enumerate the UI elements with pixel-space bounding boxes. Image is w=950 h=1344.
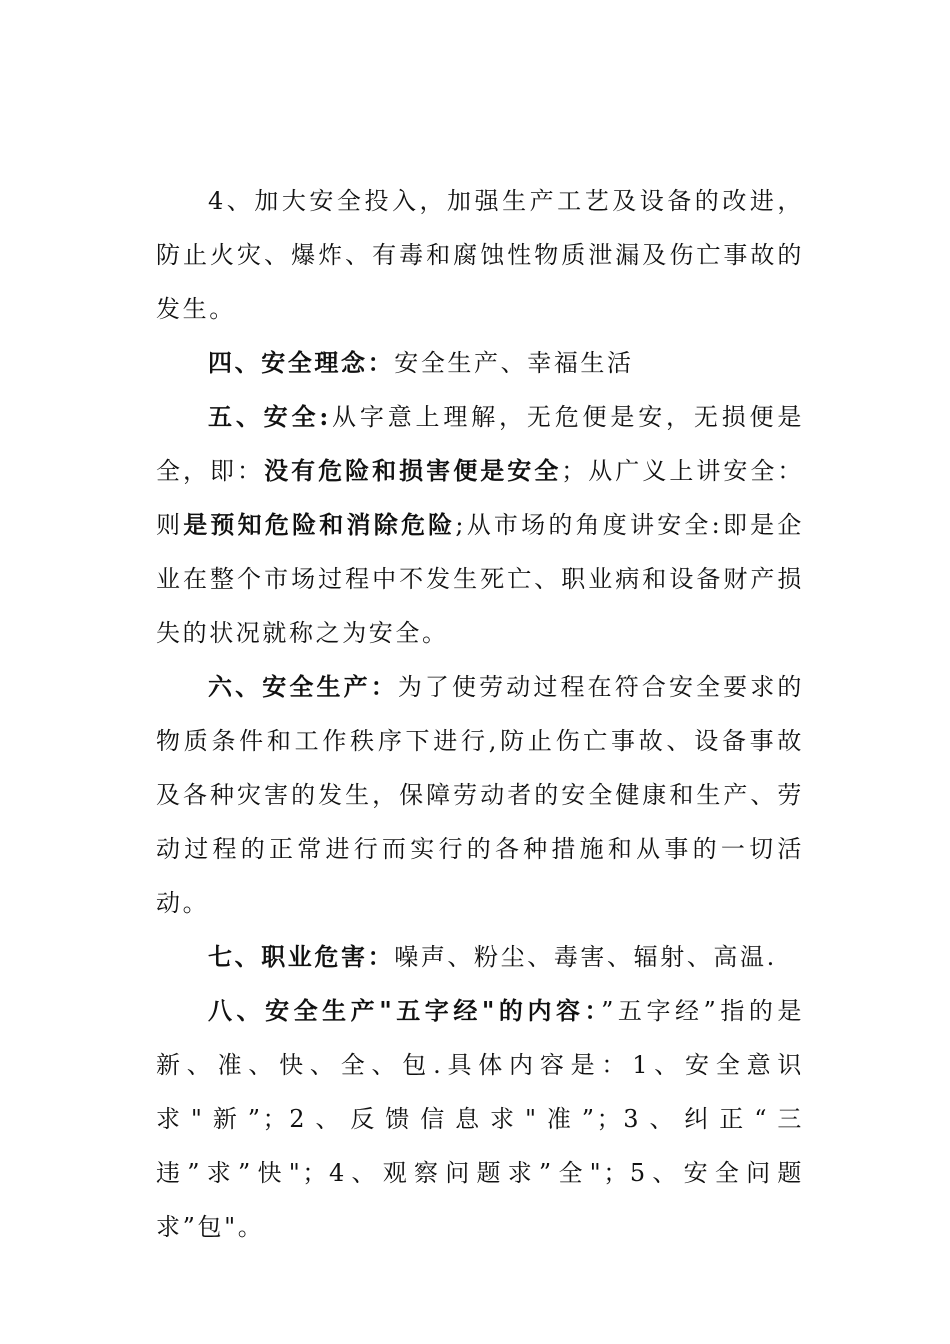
bold-phrase: 是预知危险和消除危险 bbox=[183, 510, 456, 539]
paragraph-text: ;从市场的角度讲安全:即是企业在整个市场过程中不发生死亡、职业病和设备财产损失的状况就称之为安全。 bbox=[156, 511, 804, 647]
section-heading-six: 六、安全生产 bbox=[208, 672, 371, 701]
paragraph-text: 4、加大安全投入，加强生产工艺及设备的改进，防止火灾、爆炸、有毒和腐蚀性物质泄漏及伤亡事故的发生。 bbox=[156, 187, 804, 323]
heading-separator: ： bbox=[367, 942, 395, 971]
paragraph-text: 安全生产、幸福生活 bbox=[394, 349, 634, 377]
section-heading-four: 四、安全理念 bbox=[208, 348, 368, 377]
heading-separator: : bbox=[319, 402, 331, 431]
paragraph-item-4 bbox=[156, 174, 804, 336]
section-heading-eight: 八、安全生产"五字经"的内容 bbox=[208, 996, 585, 1025]
paragraph-text: ；从广义上讲安全：则 bbox=[156, 457, 804, 539]
section-heading-five: 五、安全 bbox=[208, 402, 320, 431]
paragraph-text: ”五字经”指的是新、准、快、全、包.具体内容是：1、安全意识求"新”；2、反馈信息求"准”；3、纠正“三违”求”快"；4、观察问题求”全"；5、安全问题求”包"。 bbox=[156, 997, 804, 1241]
paragraph-text: 为了使劳动过程在符合安全要求的物质条件和工作秩序下进行,防止伤亡事故、设备事故及各种灾害的发生，保障劳动者的安全健康和生产、劳动过程的正常进行而实行的各种措施和从事的一切活动。 bbox=[156, 673, 804, 917]
paragraph-safety-definition bbox=[156, 390, 804, 660]
heading-separator: ： bbox=[367, 348, 395, 377]
heading-separator: ： bbox=[370, 672, 398, 701]
bold-phrase: 没有危险和损害便是安全 bbox=[264, 456, 562, 485]
paragraph-text: 噪声、粉尘、毒害、辐射、高温. bbox=[394, 943, 777, 971]
paragraph-text: 从字意上理解，无危便是安，无损便是全，即： bbox=[156, 403, 804, 485]
paragraph-safe-production bbox=[156, 660, 804, 930]
section-heading-seven: 七、职业危害 bbox=[208, 942, 368, 971]
document-body bbox=[156, 174, 804, 1254]
paragraph-occupational-hazards bbox=[156, 930, 804, 984]
paragraph-five-character-rule bbox=[156, 984, 804, 1254]
heading-separator: ： bbox=[584, 996, 602, 1025]
paragraph-safety-philosophy bbox=[156, 336, 804, 390]
